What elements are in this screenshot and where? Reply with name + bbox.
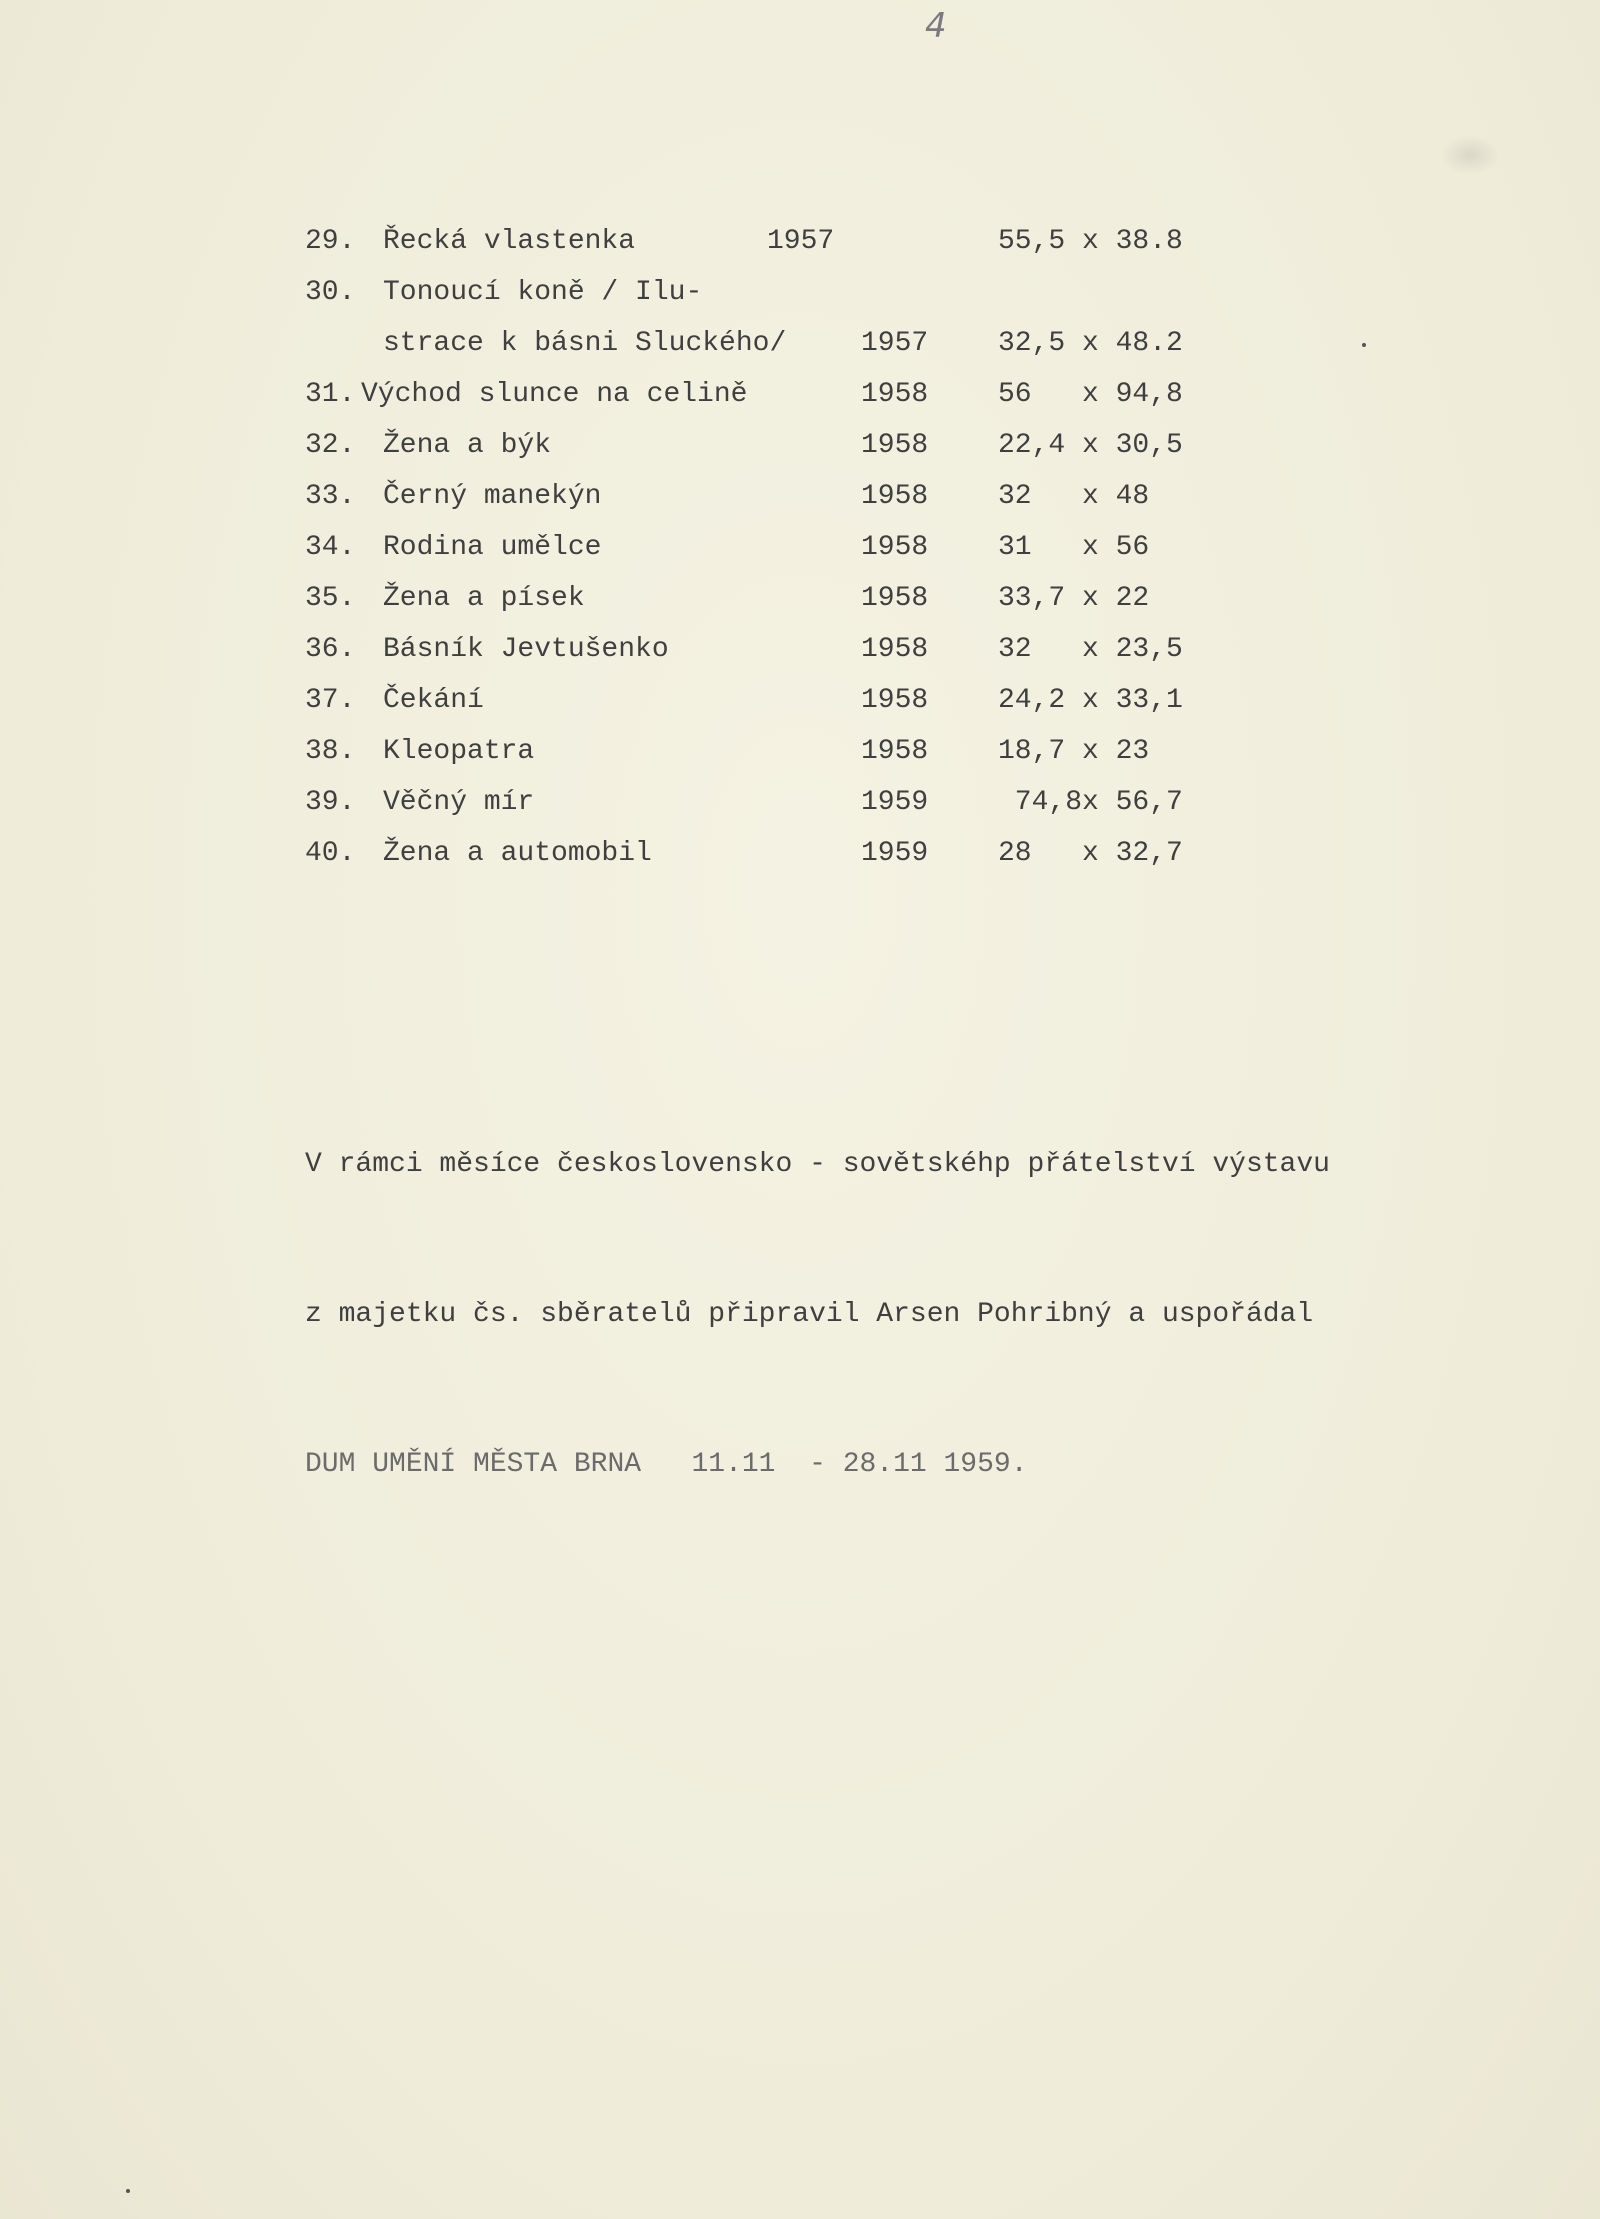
- item-year: 1958: [861, 481, 929, 512]
- catalog-row: [305, 732, 1245, 783]
- ink-smudge: [1440, 135, 1500, 175]
- item-number: 29.: [305, 226, 356, 257]
- item-title: Tonoucí koně / Ilu-: [383, 277, 703, 308]
- item-dimensions: 56 x 94,8: [998, 379, 1183, 410]
- catalog-row: [305, 528, 1245, 579]
- item-title: Rodina umělce: [383, 532, 602, 563]
- exhibition-note: [305, 1040, 1505, 1590]
- catalog-row: [305, 681, 1245, 732]
- catalog-row: [305, 273, 1245, 324]
- item-number: 35.: [305, 583, 356, 614]
- item-number: 37.: [305, 685, 356, 716]
- item-title: strace k básni Sluckého/: [383, 328, 787, 359]
- item-dimensions: 32,5 x 48.2: [998, 328, 1183, 359]
- item-year: 1957: [861, 328, 929, 359]
- catalog-row: [305, 783, 1245, 834]
- item-title: Žena a býk: [383, 430, 552, 461]
- item-dimensions: 32 x 48: [998, 481, 1150, 512]
- item-dimensions: 24,2 x 33,1: [998, 685, 1183, 716]
- item-title: Žena a písek: [383, 583, 585, 614]
- paper-speck: [1362, 343, 1366, 347]
- item-dimensions: 74,8x 56,7: [998, 787, 1183, 818]
- item-year: 1958: [861, 736, 929, 767]
- catalog-row: [305, 375, 1245, 426]
- item-dimensions: 55,5 x 38.8: [998, 226, 1183, 257]
- item-number: 40.: [305, 838, 356, 869]
- item-title: Východ slunce na celině: [361, 379, 748, 410]
- item-number: 38.: [305, 736, 356, 767]
- item-year: 1958: [861, 634, 929, 665]
- item-dimensions: 31 x 56: [998, 532, 1150, 563]
- artwork-catalog-list: [305, 222, 1245, 885]
- item-year: 1957: [767, 226, 835, 257]
- item-number: 36.: [305, 634, 356, 665]
- item-year: 1958: [861, 532, 929, 563]
- catalog-row: [305, 579, 1245, 630]
- item-number: 31.: [305, 379, 356, 410]
- item-number: 39.: [305, 787, 356, 818]
- paper-speck: [126, 2189, 130, 2193]
- item-dimensions: 33,7 x 22: [998, 583, 1150, 614]
- note-line: DUM UMĚNÍ MĚSTA BRNA 11.11 - 28.11 1959.: [305, 1449, 1028, 1480]
- item-title: Věčný mír: [383, 787, 535, 818]
- item-dimensions: 22,4 x 30,5: [998, 430, 1183, 461]
- item-number: 30.: [305, 277, 356, 308]
- item-year: 1958: [861, 379, 929, 410]
- item-dimensions: 32 x 23,5: [998, 634, 1183, 665]
- item-title: Žena a automobil: [383, 838, 652, 869]
- item-year: 1958: [861, 685, 929, 716]
- item-number: 32.: [305, 430, 356, 461]
- catalog-row: [305, 477, 1245, 528]
- item-title: Básník Jevtušenko: [383, 634, 669, 665]
- catalog-row: [305, 324, 1245, 375]
- catalog-row: [305, 222, 1245, 273]
- note-line: z majetku čs. sběratelů připravil Arsen Pohribný a uspořádal: [305, 1299, 1314, 1330]
- item-year: 1958: [861, 430, 929, 461]
- item-year: 1958: [861, 583, 929, 614]
- page-number: 4: [925, 6, 947, 46]
- item-title: Čekání: [383, 685, 484, 716]
- item-number: 34.: [305, 532, 356, 563]
- item-number: 33.: [305, 481, 356, 512]
- item-title: Černý manekýn: [383, 481, 602, 512]
- catalog-row: [305, 426, 1245, 477]
- item-year: 1959: [861, 787, 929, 818]
- item-title: Kleopatra: [383, 736, 535, 767]
- item-dimensions: 18,7 x 23: [998, 736, 1150, 767]
- item-title: Řecká vlastenka: [383, 226, 636, 257]
- item-year: 1959: [861, 838, 929, 869]
- catalog-row: [305, 834, 1245, 885]
- note-line: V rámci měsíce československo - sovětskéhp přátelství výstavu: [305, 1149, 1330, 1180]
- catalog-row: [305, 630, 1245, 681]
- item-dimensions: 28 x 32,7: [998, 838, 1183, 869]
